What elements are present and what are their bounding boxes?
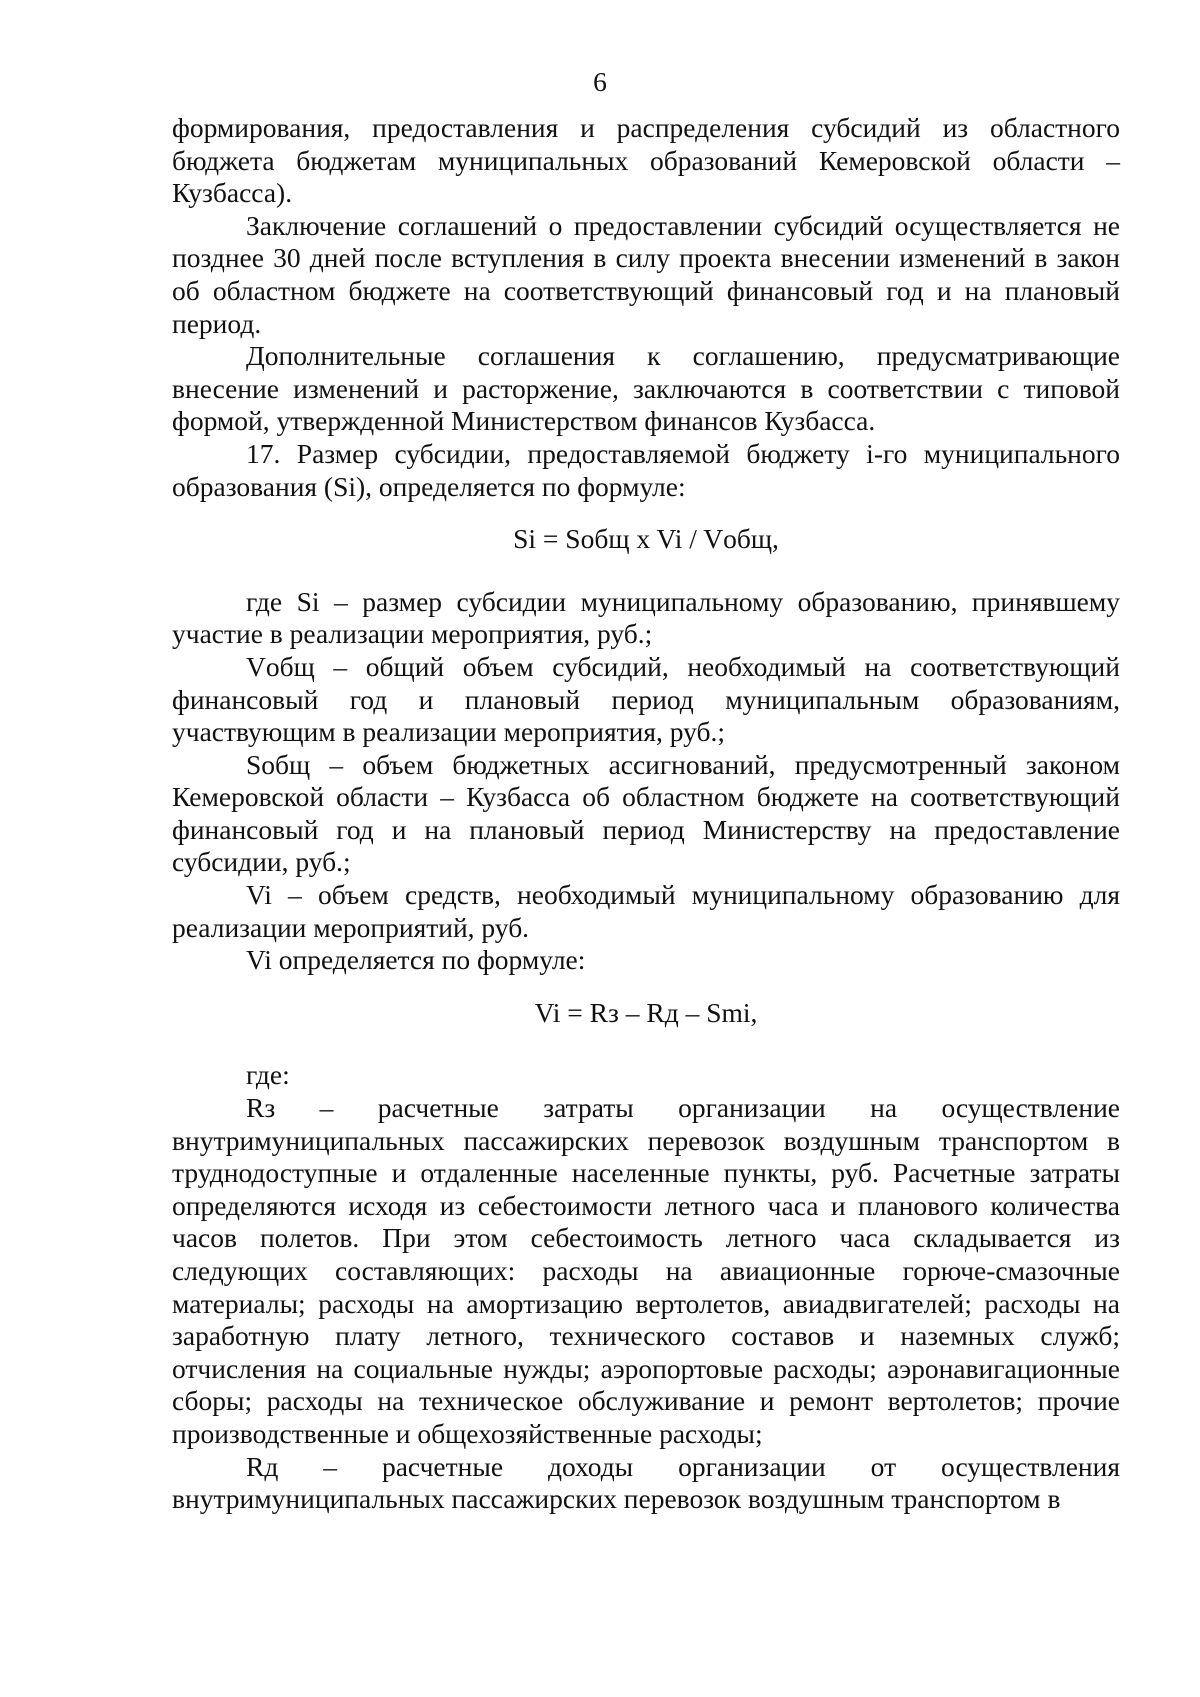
paragraph-subsidy-rules-end: формирования, предоставления и распределения субсидий из областного бюджета бюджетам муниципальных образований Кемеровской области – Кузбасса). xyxy=(172,112,1120,209)
paragraph-additional-agreements: Дополнительные соглашения к соглашению, предусматривающие внесение изменений и расторжение, заключаются в соответствии с типовой формой, утвержденной Министерством финансов Кузбасса. xyxy=(172,340,1120,437)
definition-vi: Vi – объем средств, необходимый муниципальному образованию для реализации мероприятий, руб. xyxy=(172,879,1120,943)
paragraph-agreement-deadline: Заключение соглашений о предоставлении субсидий осуществляется не позднее 30 дней после вступления в силу проекта внесении изменений в закон об областном бюджете на соответствующий финансовый год и на плановый период. xyxy=(172,209,1120,339)
paragraph-vi-formula-intro: Vi определяется по формуле: xyxy=(246,944,586,976)
paragraph-where: где: xyxy=(246,1059,290,1091)
definition-v-total: Vобщ – общий объем субсидий, необходимый на соответствующий финансовый год и плановый период муниципальным образованиям, участвующим в реализации мероприятия, руб.; xyxy=(172,650,1120,748)
definition-s-total: Sобщ – объем бюджетных ассигнований, предусмотренный законом Кемеровской области – Кузбасса об областном бюджете на соответствующий финансовый год и на плановый период Министерству на предоставление субсидии, руб.; xyxy=(172,748,1120,878)
document-body xyxy=(172,112,1120,1516)
paragraph-item-17: 17. Размер субсидии, предоставляемой бюджету i-го муниципального образования (Si), определяется по формуле: xyxy=(172,437,1120,502)
definition-rz: Rз – расчетные затраты организации на осуществление внутримуниципальных пассажирских перевозок воздушным транспортом в труднодоступные и отдаленные населенные пункты, руб. Расчетные затраты определяются исходя из себестоимости летного часа и планового количества часов полетов. При этом себестоимость летного часа складывается из следующих составляющих: расходы на авиационные горюче-смазочные материалы; расходы на амортизацию вертолетов, авиадвигателей; расходы на заработную плату летного, технического составов и наземных служб; отчисления на социальные нужды; аэропортовые расходы; аэронавигационные сборы; расходы на техническое обслуживание и ремонт вертолетов; прочие производственные и общехозяйственные расходы; xyxy=(172,1092,1120,1449)
definition-rd: Rд – расчетные доходы организации от осуществления внутримуниципальных пассажирских перевозок воздушным транспортом в xyxy=(172,1450,1120,1515)
formula-vi: Vi = Rз – Rд – Smi, xyxy=(534,996,758,1028)
formula-si: Si = Sобщ x Vi / Vобщ, xyxy=(513,523,779,555)
definition-si: где Si – размер субсидии муниципальному образованию, принявшему участие в реализации мероприятия, руб.; xyxy=(172,585,1120,650)
page-number: 6 xyxy=(593,66,607,97)
